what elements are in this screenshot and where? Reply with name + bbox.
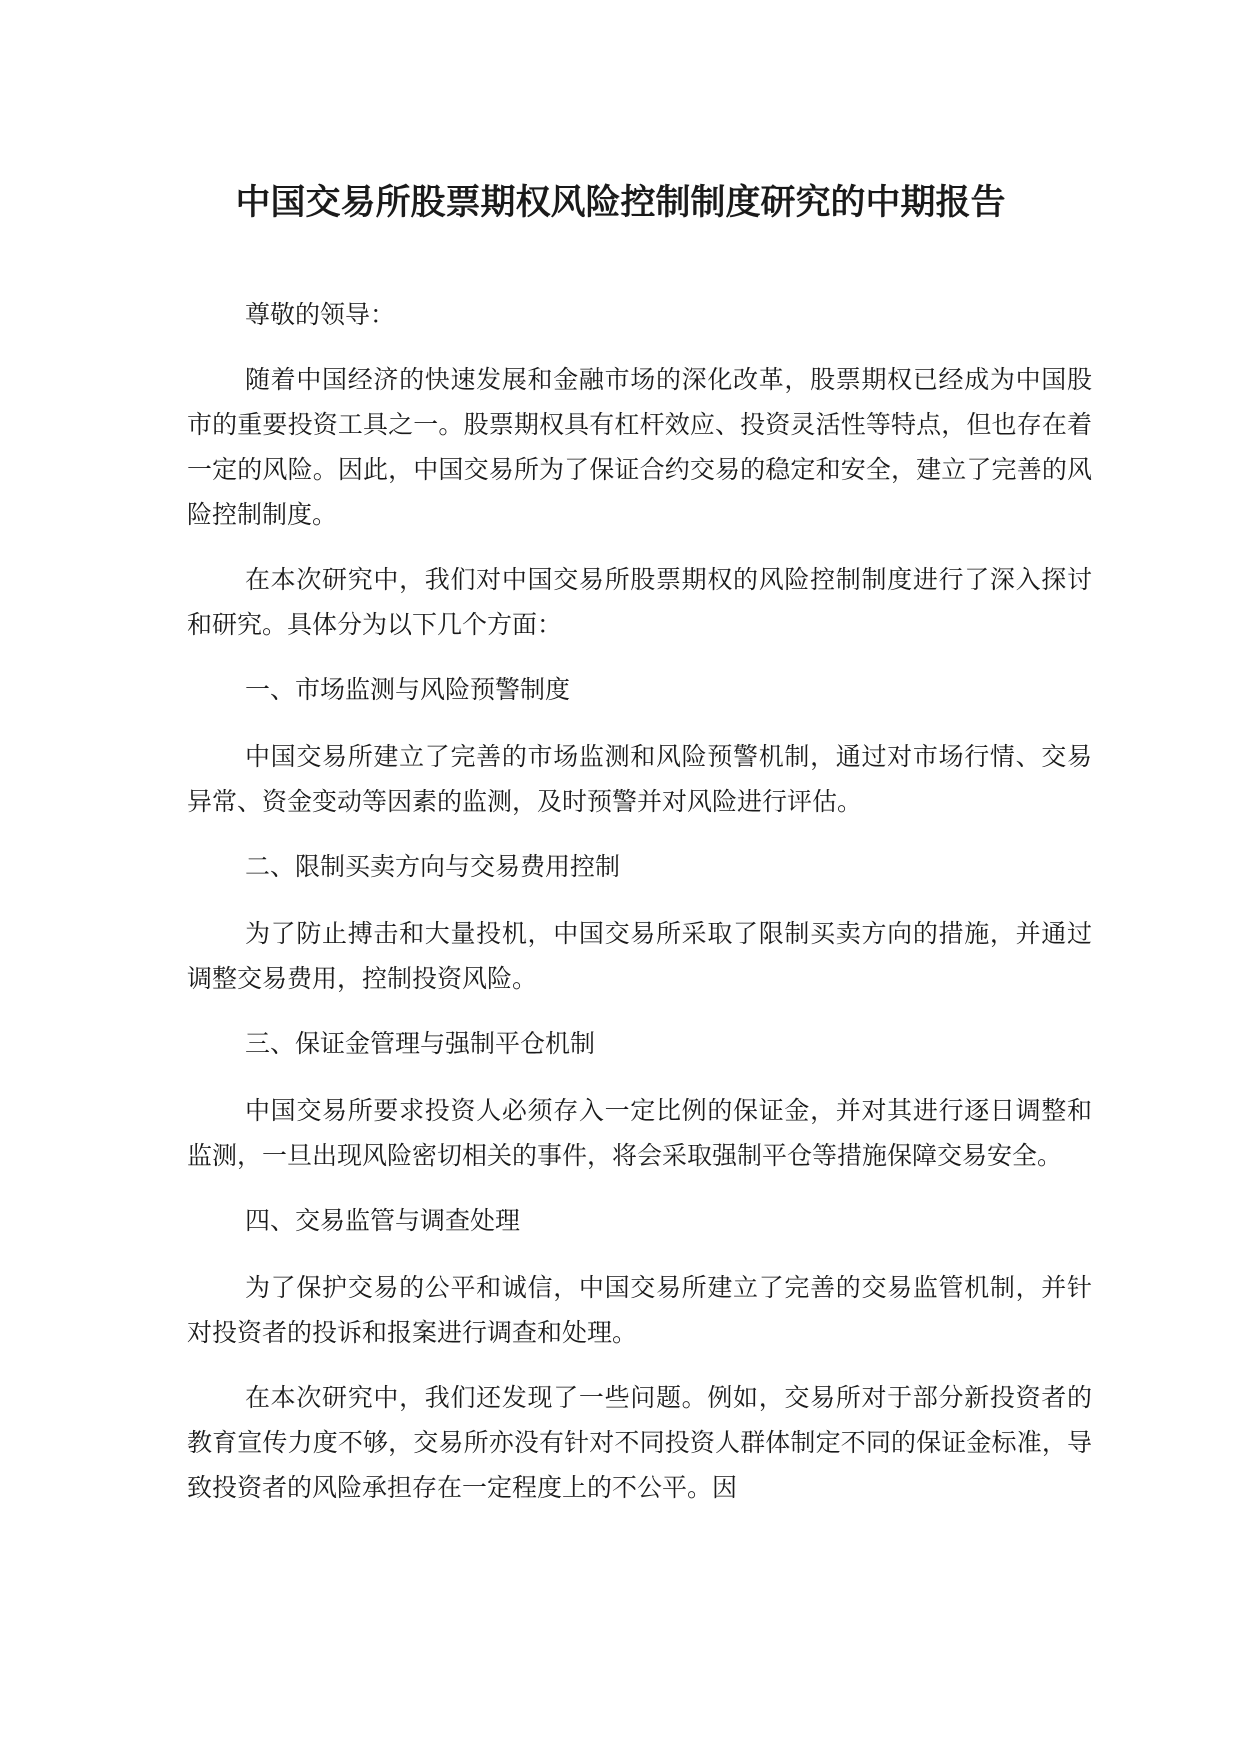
section-heading-2: 二、限制买卖方向与交易费用控制 — [245, 852, 621, 881]
section-heading-3: 三、保证金管理与强制平仓机制 — [245, 1029, 596, 1058]
paragraph-research-scope: 在本次研究中，我们对中国交易所股票期权的风险控制制度进行了深入探讨和研究。具体分为以下几个方面： — [187, 565, 1092, 639]
paragraph-section-4: 为了保护交易的公平和诚信，中国交易所建立了完善的交易监管机制，并针对投资者的投诉和报案进行调查和处理。 — [187, 1273, 1092, 1347]
section-heading-4: 四、交易监管与调查处理 — [245, 1206, 521, 1235]
paragraph-section-3: 中国交易所要求投资人必须存入一定比例的保证金，并对其进行逐日调整和监测，一旦出现风险密切相关的事件，将会采取强制平仓等措施保障交易安全。 — [187, 1096, 1092, 1170]
section-heading-1: 一、市场监测与风险预警制度 — [245, 675, 571, 704]
paragraph-findings: 在本次研究中，我们还发现了一些问题。例如，交易所对于部分新投资者的教育宣传力度不够，交易所亦没有针对不同投资人群体制定不同的保证金标准，导致投资者的风险承担存在一定程度上的不公平。因 — [187, 1383, 1092, 1502]
paragraph-intro: 随着中国经济的快速发展和金融市场的深化改革，股票期权已经成为中国股市的重要投资工具之一。股票期权具有杠杆效应、投资灵活性等特点，但也存在着一定的风险。因此，中国交易所为了保证合约交易的稳定和安全，建立了完善的风险控制制度。 — [187, 365, 1092, 529]
paragraph-section-2: 为了防止搏击和大量投机，中国交易所采取了限制买卖方向的措施，并通过调整交易费用，控制投资风险。 — [187, 919, 1092, 993]
document-body — [187, 292, 1092, 1530]
document-title: 中国交易所股票期权风险控制制度研究的中期报告 — [235, 183, 1006, 223]
paragraph-section-1: 中国交易所建立了完善的市场监测和风险预警机制，通过对市场行情、交易异常、资金变动等因素的监测，及时预警并对风险进行评估。 — [187, 742, 1092, 816]
salutation: 尊敬的领导： — [245, 300, 396, 329]
